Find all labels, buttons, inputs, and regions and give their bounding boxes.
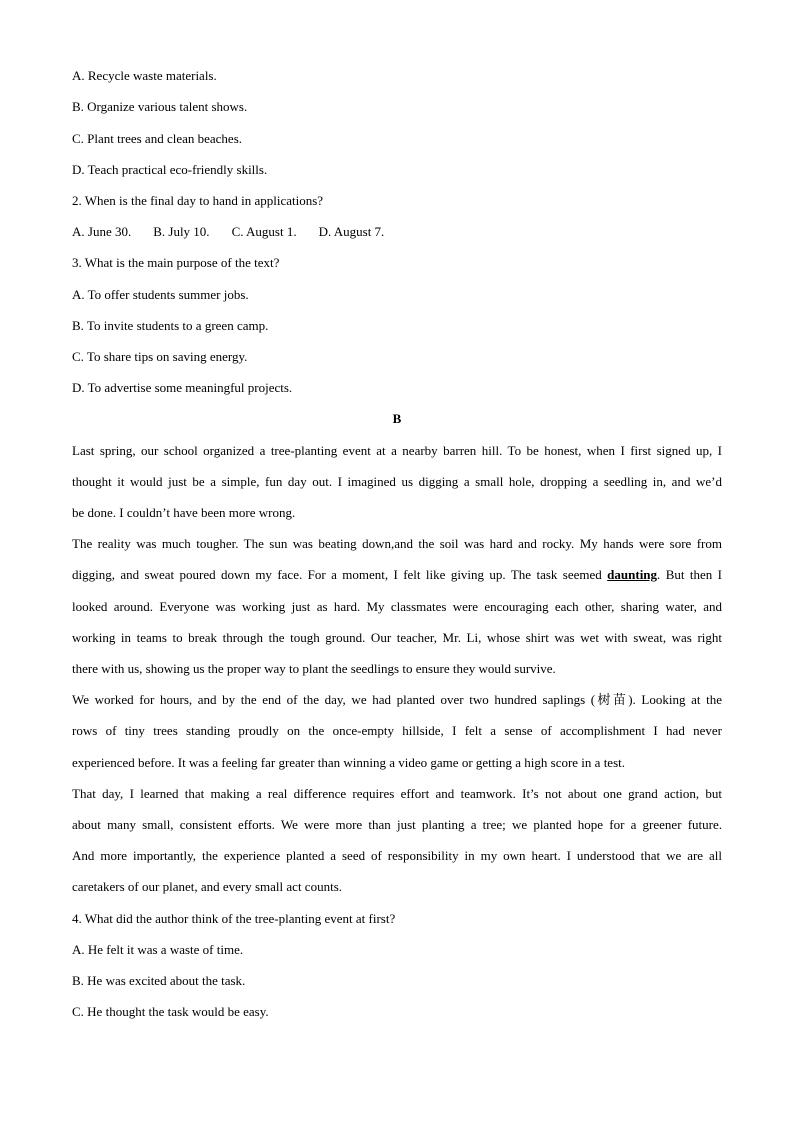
q2-option-c: C. August 1. [231, 224, 297, 239]
q1-option-b: B. Organize various talent shows. [72, 99, 248, 114]
q1-option-a: A. Recycle waste materials. [72, 68, 217, 83]
q4-option-b: B. He was excited about the task. [72, 973, 246, 988]
q1-option-c: C. Plant trees and clean beaches. [72, 131, 243, 146]
underlined-vocab-word: daunting [607, 567, 658, 582]
section-heading: B [392, 411, 402, 426]
passage-line: caretakers of our planet, and every small act counts. [72, 879, 342, 894]
q2-option-a: A. June 30. [72, 224, 132, 239]
q3-option-b: B. To invite students to a green camp. [72, 318, 269, 333]
q3-option-d: D. To advertise some meaningful projects. [72, 380, 293, 395]
q1-option-d: D. Teach practical eco-friendly skills. [72, 162, 268, 177]
passage-text: digging, and sweat poured down my face. For a moment, I felt like giving up. The task seemed [72, 567, 608, 582]
q2-option-d: D. August 7. [318, 224, 385, 239]
passage-line: The reality was much tougher. The sun was beating down,and the soil was hard and rocky. My hands were sore from [72, 536, 722, 551]
q2-stem: 2. When is the final day to hand in applications? [72, 193, 324, 208]
q3-option-c: C. To share tips on saving energy. [72, 349, 248, 364]
passage-line: be done. I couldn’t have been more wrong. [72, 505, 296, 520]
passage-line: working in teams to break through the tough ground. Our teacher, Mr. Li, whose shirt was wet with sweat, was right [72, 630, 722, 645]
q2-options [72, 224, 722, 240]
passage-line: rows of tiny trees standing proudly on the once-empty hillside, I felt a sense of accomplishment I had never [72, 723, 722, 738]
passage-line: And more importantly, the experience planted a seed of responsibility in my own heart. I understood that we are all [72, 848, 722, 863]
q2-option-b: B. July 10. [153, 224, 210, 239]
q4-stem: 4. What did the author think of the tree-planting event at first? [72, 911, 396, 926]
passage-line: about many small, consistent efforts. We were more than just planting a tree; we planted hope for a greener future. [72, 817, 722, 832]
passage-line: That day, I learned that making a real difference requires effort and teamwork. It’s not about one grand action, but [72, 786, 722, 801]
passage-line: looked around. Everyone was working just as hard. My classmates were encouraging each other, sharing water, and [72, 599, 722, 614]
q4-option-c: C. He thought the task would be easy. [72, 1004, 269, 1019]
q3-option-a: A. To offer students summer jobs. [72, 287, 249, 302]
passage-line: experienced before. It was a feeling far greater than winning a video game or getting a high score in a test. [72, 755, 625, 770]
passage-line-with-vocab [72, 567, 722, 583]
passage-text: . But then I [657, 567, 722, 582]
passage-line: thought it would just be a simple, fun day out. I imagined us digging a small hole, dropping a seedling in, and we’d [72, 474, 722, 489]
q3-stem: 3. What is the main purpose of the text? [72, 255, 280, 270]
passage-line: there with us, showing us the proper way to plant the seedlings to ensure they would survive. [72, 661, 556, 676]
passage-line: Last spring, our school organized a tree-planting event at a nearby barren hill. To be honest, when I first signed up, I [72, 443, 722, 458]
passage-line: We worked for hours, and by the end of the day, we had planted over two hundred saplings (树苗). Looking at the [72, 692, 722, 707]
q4-option-a: A. He felt it was a waste of time. [72, 942, 244, 957]
